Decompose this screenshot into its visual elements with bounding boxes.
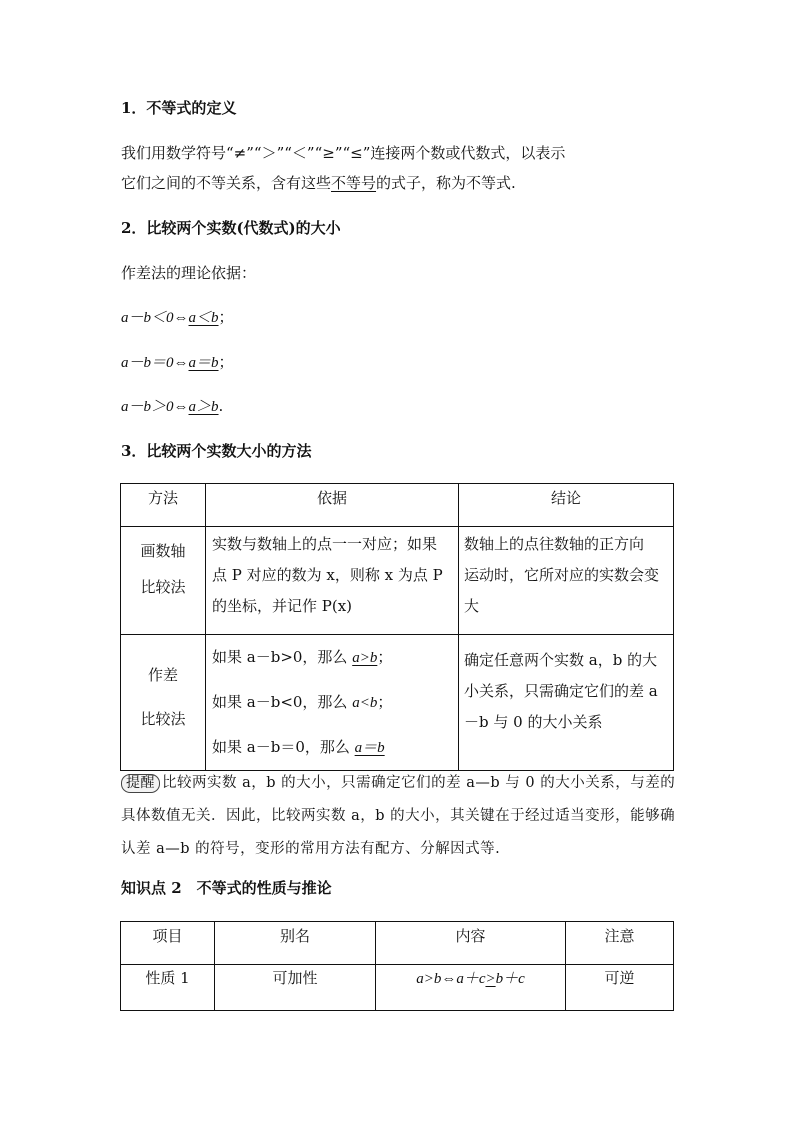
header-cell: 依据 [206, 484, 459, 527]
cell-line: 比较法 [140, 710, 186, 728]
punctuation: ； [218, 308, 234, 326]
basis-line [212, 635, 458, 680]
header-cell: 项目 [121, 922, 215, 965]
header-cell: 别名 [215, 922, 376, 965]
comparison-methods-table [120, 483, 674, 771]
cell-line: 大 [464, 597, 480, 615]
punctuation: ； [377, 693, 393, 711]
basis-cell [206, 527, 459, 635]
table-row [121, 635, 674, 771]
punctuation: ； [218, 353, 234, 371]
header-cell: 结论 [459, 484, 674, 527]
section-2-intro: 作差法的理论依据： [121, 264, 257, 282]
fill-answer: > [485, 971, 496, 987]
formula-row [121, 351, 234, 372]
cell-line: 画数轴 [140, 542, 186, 560]
item-cell: 性质 1 [121, 965, 215, 1011]
knowledge-point-2-heading: 知识点 2 不等式的性质与推论 [121, 879, 332, 897]
formula-lhs: a－b＜0⇔ [121, 310, 189, 326]
fill-answer: 不等号 [331, 174, 377, 192]
formula-lhs: a－b＝0⇔ [121, 355, 189, 371]
text-fragment: b＋c [495, 971, 525, 987]
cell-line: －b 与 0 的大小关系 [464, 713, 603, 731]
table-row [121, 965, 674, 1011]
basis-cell [206, 635, 459, 771]
basis-line [212, 680, 458, 725]
section-2-heading: 2．比较两个实数(代数式)的大小 [121, 219, 341, 237]
note-cell: 可逆 [566, 965, 674, 1011]
header-cell: 方法 [121, 484, 206, 527]
cell-line: 实数与数轴上的点一一对应；如果 [212, 535, 438, 553]
table-header-row [121, 922, 674, 965]
inequality-properties-table [120, 921, 674, 1011]
text-fragment: 如果 a－b<0，那么 [212, 693, 353, 711]
cell-line: 作差 [147, 666, 178, 684]
conclusion-cell [459, 527, 674, 635]
cell-line: 点 P 对应的数为 x，则称 x 为点 P [212, 566, 443, 584]
cell-line: 的坐标，并记作 P(x) [212, 597, 353, 615]
punctuation: ； [377, 648, 393, 666]
fill-answer: a＝b [354, 740, 385, 756]
formula-row [121, 306, 234, 327]
alias-cell: 可加性 [215, 965, 376, 1011]
section-1-line-1: 我们用数学符号“≠”“＞”“＜”“≥”“≤”连接两个数或代数式，以表示 [121, 144, 566, 162]
cell-line: 确定任意两个实数 a，b 的大 [464, 651, 658, 669]
tip-paragraph [121, 767, 681, 866]
fill-answer: a＜b [188, 310, 219, 326]
fill-answer: a＞b [188, 399, 219, 415]
method-cell [121, 635, 206, 771]
method-cell [121, 527, 206, 635]
table-header-row [121, 484, 674, 527]
formula-row [121, 395, 223, 416]
basis-line [212, 725, 458, 770]
text-fragment: 如果 a－b＝0，那么 [212, 738, 355, 756]
section-3-heading: 3．比较两个实数大小的方法 [121, 442, 312, 460]
conclusion-cell [459, 635, 674, 771]
cell-line: 小关系，只需确定它们的差 a [464, 682, 658, 700]
cell-line: 比较法 [140, 578, 186, 596]
section-1-heading: 1．不等式的定义 [121, 99, 237, 117]
text-fragment: 如果 a－b>0，那么 [212, 648, 353, 666]
header-cell: 注意 [566, 922, 674, 965]
table-row [121, 527, 674, 635]
cell-line: 数轴上的点往数轴的正方向 [464, 535, 645, 553]
text-fragment: 的式子，称为不等式. [376, 174, 516, 192]
text-fragment: 它们之间的不等关系，含有这些 [121, 174, 332, 192]
tip-text: 比较两实数 a，b 的大小，只需确定它们的差 a—b 与 0 的大小关系，与差的具体数值无关．因此，比较两实数 a，b 的大小，其关键在于经过适当变形，能够确认差 a—b 的符号，变形的常用方法有配方、分解因式等. [121, 775, 676, 857]
cell-line: 运动时，它所对应的实数会变 [464, 566, 660, 584]
section-1-line-2 [121, 172, 516, 193]
content-cell [376, 965, 566, 1011]
fill-answer: a＝b [188, 355, 219, 371]
answer-text: a<b [352, 695, 378, 711]
punctuation: . [218, 397, 224, 415]
header-cell: 内容 [376, 922, 566, 965]
fill-answer: a>b [352, 650, 378, 666]
formula-lhs: a－b＞0⇔ [121, 399, 189, 415]
tip-badge: 提醒 [121, 774, 160, 793]
text-fragment: a>b⇔a＋c [416, 971, 486, 987]
